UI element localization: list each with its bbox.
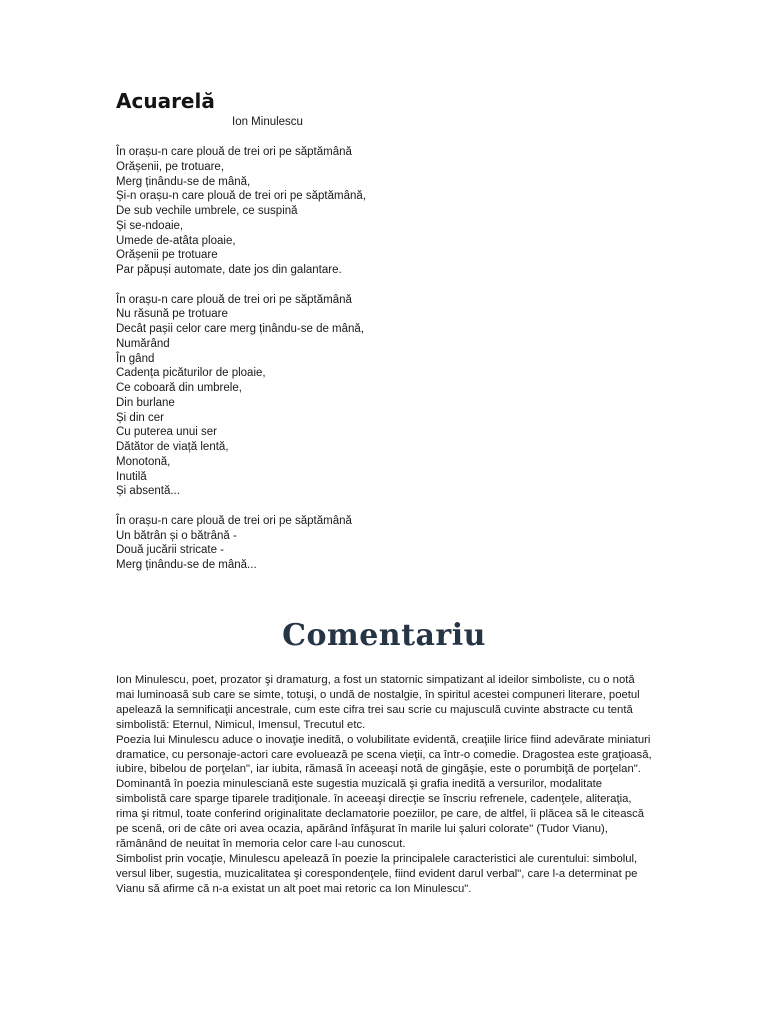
poem-verse: În orașu-n care plouă de trei ori pe săptămână xyxy=(116,514,352,527)
poem-verse: În gând xyxy=(116,352,155,365)
poem-verse: Umede de-atâta ploaie, xyxy=(116,234,236,247)
poem-stanza xyxy=(116,293,676,500)
commentary-paragraph: Ion Minulescu, poet, prozator şi dramaturg, a fost un statornic simpatizant al ideilor simboliste, cu o notă mai luminoasă sub care se simte, totuşi, o undă de nostalgie, în spiritul acestei compuneri literare, poetul apelează la semnificaţii ancestrale, cum este cifra trei sau scrie cu majusculă cuvinte abstracte cu tentă simbolistă: Eternul, Nimicul, Imensul, Trecutul etc. xyxy=(116,674,640,731)
poem-verse: Orășenii pe trotuare xyxy=(116,249,218,262)
poem-verse: Ce coboară din umbrele, xyxy=(116,382,242,394)
poem-verse: Două jucării stricate - xyxy=(116,544,225,557)
poem-verse: Și absentă... xyxy=(116,485,180,498)
poem-verse: Decât pașii celor care merg ținându-se de mână, xyxy=(116,323,365,335)
poem-verse: Merg ținându-se de mână, xyxy=(116,175,251,188)
poem-verse: Par păpuși automate, date jos din galantare. xyxy=(116,264,342,276)
poem-verse: Inutilă xyxy=(116,470,147,483)
commentary-paragraph: Simbolist prin vocaţie, Minulescu apelează în poezie la principalele caracteristici ale curentului: simbolul, versul liber, sugestia, muzicalitatea şi corespondenţele, fiind evident darul verbal", care l-a determinat pe Vianu să afirme că n-a existat un alt poet mai retoric ca Ion Minulescu". xyxy=(116,852,638,895)
poem-verse: În orașu-n care plouă de trei ori pe săptămână xyxy=(116,293,352,306)
poem-verse: Și se-ndoaie, xyxy=(116,219,184,232)
poem-verse: Cu puterea unui ser xyxy=(116,426,218,439)
poem-verse: Monotonă, xyxy=(116,455,171,468)
poem-title: Acuarelă xyxy=(116,89,215,113)
poem-verse: Numărând xyxy=(116,337,170,350)
poem-verse: Cadența picăturilor de ploaie, xyxy=(116,367,266,380)
poem-verse: Orășenii, pe trotuare, xyxy=(116,160,225,173)
poem-verse: Dătător de viață lentă, xyxy=(116,441,229,453)
poem-verse: De sub vechile umbrele, ce suspină xyxy=(116,205,298,217)
poem-verse: În orașu-n care plouă de trei ori pe săptămână xyxy=(116,146,352,158)
poem-stanza xyxy=(116,145,676,278)
poem-verse: Un bătrân și o bătrână - xyxy=(116,529,237,542)
poem-verse: Nu răsună pe trotuare xyxy=(116,308,228,321)
poem-author: Ion Minulescu xyxy=(232,116,303,128)
poem-verse: Merg ținându-se de mână... xyxy=(116,559,257,571)
commentary-heading: Comentariu xyxy=(282,618,486,653)
commentary-body xyxy=(116,673,652,897)
commentary-paragraph: Dominantă în poezia minulesciană este sugestia muzicală şi grafia inedită a versurilor, modalitate simbolistă care sparge tiparele tradiţionale. în aceeaşi direcţie se înscriu refrenele, cadenţele, aliteraţia, rima şi ritmul, toate conferind originalitate declamatorie poeziilor, pe care, de altfel, îi plăcea să le citească pe scenă, ori de câte ori avea ocazia, apărând înfăşurat în marile lui şaluri colorate" (Tudor Vianu), rămânând de neuitat în memoria celor care l-au cunoscut. xyxy=(116,778,645,850)
poem-stanza xyxy=(116,514,676,573)
poem-verse: Și din cer xyxy=(116,411,164,424)
commentary-paragraph: Poezia lui Minulescu aduce o inovaţie inedită, o volubilitate evidentă, creaţiile lirice fiind adevărate miniaturi dramatice, cu personaje-actori care evoluează pe scena vieţii, ca într-o comedie. Dragostea este graţioasă, iubire, bibelou de porţelan", iar iubita, rămasă în aceeaşi notă de gingăşie, este o porumbiţă de porţelan". xyxy=(116,733,652,776)
poem-verse: Și-n orașu-n care plouă de trei ori pe săptămână, xyxy=(116,190,366,203)
poem-verse: Din burlane xyxy=(116,396,175,409)
poem-body xyxy=(116,145,676,573)
